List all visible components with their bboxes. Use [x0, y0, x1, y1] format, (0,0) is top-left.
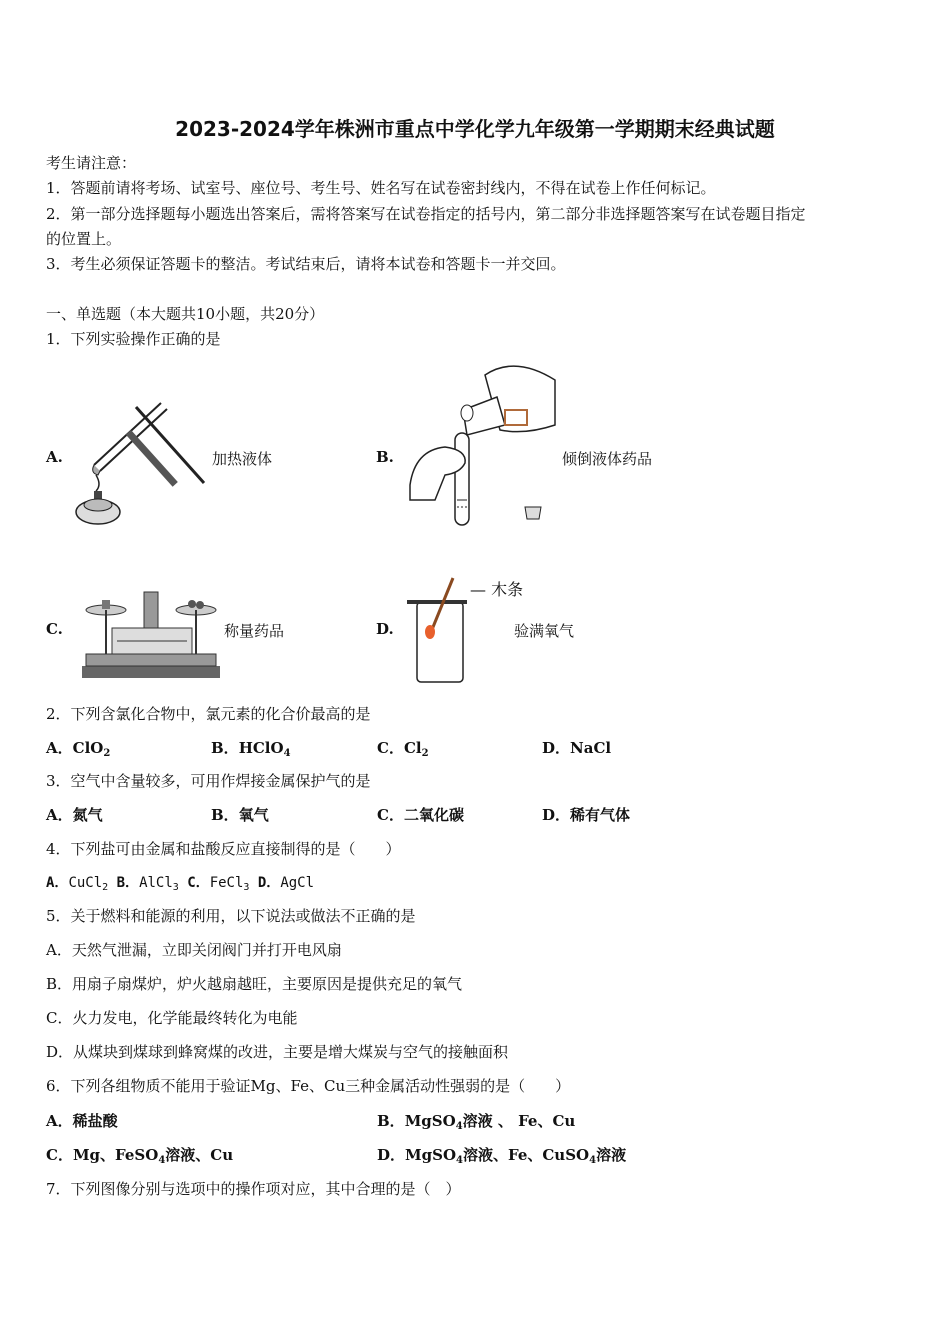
q6-option-b: B．MgSO$_4$溶液 、 Fe、Cu — [377, 1112, 576, 1132]
notice-item-2-cont: 的位置上。 — [46, 230, 122, 248]
q3-option-b: B．氧气 — [211, 806, 269, 824]
q1-option-d-label: D. — [376, 620, 394, 638]
wood-strip-label: — 木条 — [470, 580, 524, 599]
q3-option-d: D．稀有气体 — [542, 806, 631, 824]
q2-option-d: D．NaCl — [542, 739, 612, 757]
balance-scale-figure — [82, 588, 222, 680]
q1-option-c-label: C. — [46, 620, 63, 638]
q2-option-a: A．ClO$_2$ — [46, 739, 111, 759]
q4-options — [46, 872, 314, 893]
q1-stem: 1．下列实验操作正确的是 — [46, 330, 221, 348]
q3-option-c: C．二氧化碳 — [377, 806, 464, 824]
pouring-liquid-figure — [405, 355, 560, 530]
q3-stem: 3．空气中含量较多，可用作焊接金属保护气的是 — [46, 772, 371, 790]
wood-strip-text: 木条 — [491, 580, 524, 599]
notice-heading: 考生请注意： — [46, 154, 137, 172]
heating-liquid-figure — [76, 395, 211, 530]
q1-option-b-caption: 倾倒液体药品 — [562, 450, 653, 468]
q1-option-d-caption: 验满氧气 — [514, 622, 575, 640]
q5-option-a: A．天然气泄漏，立即关闭阀门并打开电风扇 — [46, 941, 342, 959]
q5-option-d: D．从煤块到煤球到蜂窝煤的改进，主要是增大煤炭与空气的接触面积 — [46, 1043, 509, 1061]
q1-option-b-label: B. — [376, 448, 394, 466]
q1-option-a-label: A. — [46, 448, 63, 466]
q1-option-c-caption: 称量药品 — [224, 622, 285, 640]
q4-option-a: A．CuCl$_2$ — [46, 875, 109, 893]
notice-item-1: 1．答题前请将考场、试室号、座位号、考生号、姓名写在试卷密封线内，不得在试卷上作任何标记。 — [46, 179, 716, 197]
q6-option-c: C．Mg、FeSO$_4$溶液、Cu — [46, 1146, 234, 1166]
q2-stem: 2．下列含氯化合物中，氯元素的化合价最高的是 — [46, 705, 371, 723]
q5-option-c: C．火力发电，化学能最终转化为电能 — [46, 1009, 298, 1027]
q4-option-c: C．FeCl$_3$ — [187, 875, 250, 893]
notice-item-2: 2．第一部分选择题每小题选出答案后，需将答案写在试卷指定的括号内，第二部分非选择题答案写在试卷题目指定 — [46, 205, 806, 223]
q4-option-d: D．AgCl — [257, 875, 315, 891]
q3-option-a: A．氮气 — [46, 806, 103, 824]
q2-option-c: C．$Cl_2$ — [377, 739, 429, 759]
q2-option-b: B．HClO$_4$ — [211, 739, 291, 759]
q4-option-b: B．AlCl$_3$ — [116, 875, 179, 893]
q5-option-b: B．用扇子扇煤炉，炉火越扇越旺，主要原因是提供充足的氧气 — [46, 975, 463, 993]
page-title: 2023-2024学年株洲市重点中学化学九年级第一学期期末经典试题 — [175, 117, 775, 141]
q1-option-a-caption: 加热液体 — [212, 450, 273, 468]
section-heading: 一、单选题（本大题共10小题，共20分） — [46, 305, 325, 323]
q6-stem: 6．下列各组物质不能用于验证Mg、Fe、Cu三种金属活动性强弱的是（ ） — [46, 1077, 571, 1095]
q6-option-a: A．稀盐酸 — [46, 1112, 118, 1130]
q4-stem: 4．下列盐可由金属和盐酸反应直接制得的是（ ） — [46, 840, 401, 858]
notice-item-3: 3．考生必须保证答题卡的整洁。考试结束后，请将本试卷和答题卡一并交回。 — [46, 255, 566, 273]
oxygen-test-figure — [405, 572, 475, 684]
q7-stem: 7．下列图像分别与选项中的操作项对应，其中合理的是（ ） — [46, 1180, 461, 1198]
q5-stem: 5．关于燃料和能源的利用，以下说法或做法不正确的是 — [46, 907, 416, 925]
q6-option-d: D．MgSO$_4$溶液、Fe、CuSO$_4$溶液 — [377, 1146, 627, 1166]
